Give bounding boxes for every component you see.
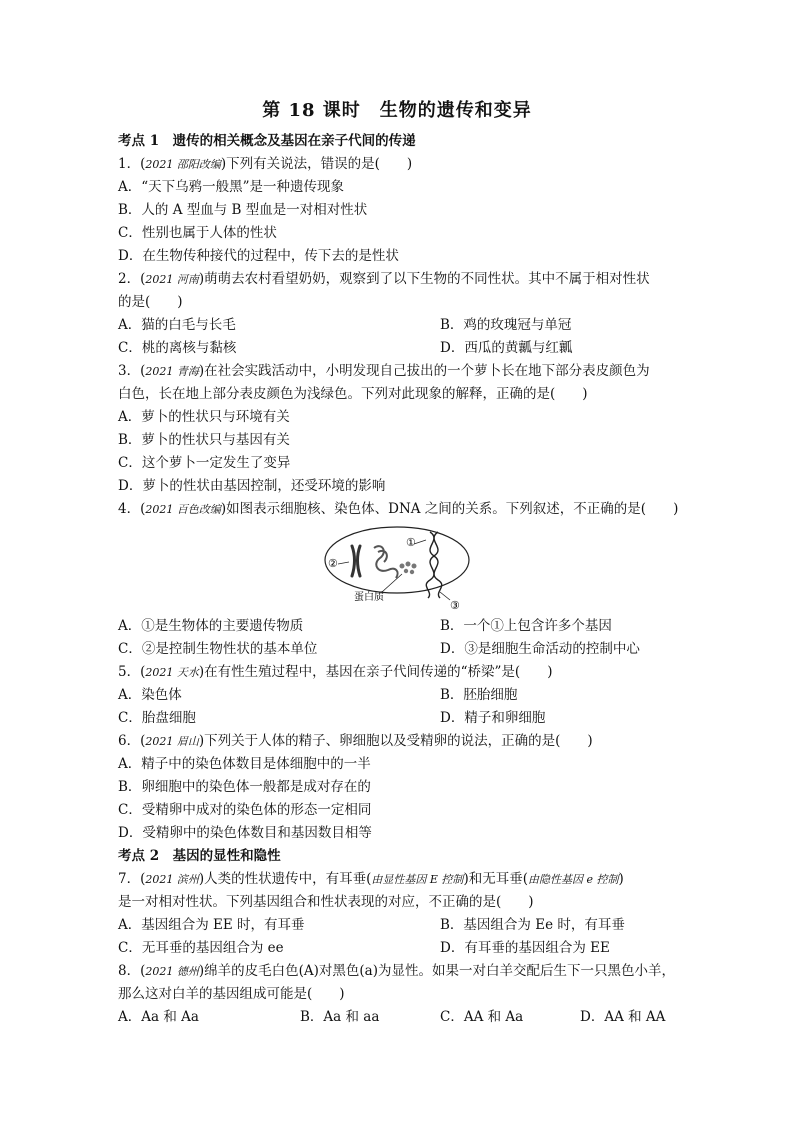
figure-label-protein: 蛋白质: [354, 592, 384, 603]
q8-option-d: D．AA 和 AA: [580, 1009, 666, 1025]
q2-option-a: A．猫的白毛与长毛: [118, 317, 236, 333]
q2-option-d: D．西瓜的黄瓤与红瓤: [440, 340, 573, 356]
question-2-stem: 2．(2021 河南)萌萌去农村看望奶奶，观察到了以下生物的不同性状。其中不属于相对性状: [118, 271, 650, 287]
note-recessive: 由隐性基因 e 控制: [527, 873, 619, 886]
q6-option-c: C．受精卵中成对的染色体的形态一定相同: [118, 802, 372, 818]
q5-option-a: A．染色体: [118, 687, 182, 703]
q3-option-a: A．萝卜的性状只与环境有关: [118, 409, 290, 425]
q5-option-c: C．胎盘细胞: [118, 710, 196, 726]
question-6-stem: 6．(2021 眉山)下列关于人体的精子、卵细胞以及受精卵的说法，正确的是( ): [118, 733, 593, 749]
q8-option-c: C．AA 和 Aa: [440, 1009, 524, 1025]
question-4-stem: 4．(2021 百色改编)如图表示细胞核、染色体、DNA 之间的关系。下列叙述，不正确的是( ): [118, 501, 679, 517]
q3-option-b: B．萝卜的性状只与基因有关: [118, 432, 290, 448]
question-7-stem: 7．(2021 滨州)人类的性状遗传中，有耳垂(由显性基因 E 控制)和无耳垂(由隐性基因 e 控制): [118, 871, 624, 887]
q2-option-b: B．鸡的玫瑰冠与单冠: [440, 317, 572, 333]
question-source: 2021 青海: [145, 365, 199, 378]
q1-option-d: D．在生物传种接代的过程中，传下去的是性状: [118, 248, 399, 264]
q5-option-b: B．胚胎细胞: [440, 687, 518, 703]
q1-option-c: C．性别也属于人体的性状: [118, 225, 277, 241]
note-dominant: 由显性基因 E 控制: [371, 873, 464, 886]
q3-option-d: D．萝卜的性状由基因控制，还受环境的影响: [118, 478, 386, 494]
page-title: 第 18 课时 生物的遗传和变异: [262, 100, 532, 121]
question-3-stem: 3．(2021 青海)在社会实践活动中，小明发现自己拔出的一个萝卜长在地下部分表皮颜色为: [118, 363, 650, 379]
nucleus-outline: [325, 527, 469, 593]
q1-option-a: A．“天下乌鸦一般黑”是一种遗传现象: [118, 179, 345, 195]
section-heading-1: 考点 1 遗传的相关概念及基因在亲子代间的传递: [118, 133, 416, 149]
q8-option-a: A．Aa 和 Aa: [118, 1009, 199, 1025]
q4-option-a: A．①是生物体的主要遗传物质: [118, 618, 304, 634]
q7-option-c: C．无耳垂的基因组合为 ee: [118, 940, 284, 956]
question-source: 2021 河南: [145, 273, 199, 286]
question-8-stem-line2: 那么这对白羊的基因组成可能是( ): [118, 986, 345, 1002]
q7-option-d: D．有耳垂的基因组合为 EE: [440, 940, 610, 956]
figure-label-3: ③: [450, 599, 460, 610]
question-8-stem: 8．(2021 德州)绵羊的皮毛白色(A)对黑色(a)为显性。如果一对白羊交配后生下一只黑色小羊，: [118, 963, 675, 979]
q3-option-c: C．这个萝卜一定发生了变异: [118, 455, 291, 471]
q7-option-a: A．基因组合为 EE 时，有耳垂: [118, 917, 305, 933]
q6-option-b: B．卵细胞中的染色体一般都是成对存在的: [118, 779, 371, 795]
q1-option-b: B．人的 A 型血与 B 型血是一对相对性状: [118, 202, 368, 218]
figure-label-1: ①: [406, 536, 416, 549]
question-source: 2021 眉山: [145, 735, 199, 748]
q4-option-b: B．一个①上包含许多个基因: [440, 618, 612, 634]
q2-option-c: C．桃的离核与黏核: [118, 340, 237, 356]
chromatin-coil-icon: [374, 546, 398, 578]
figure-label-2: ②: [328, 557, 338, 570]
question-7-stem-line2: 是一对相对性状。下列基因组合和性状表现的对应，不正确的是( ): [118, 894, 534, 910]
q5-option-d: D．精子和卵细胞: [440, 710, 546, 726]
question-5-stem: 5．(2021 天水)在有性生殖过程中，基因在亲子代间传递的“桥梁”是( ): [118, 664, 553, 680]
q4-option-c: C．②是控制生物性状的基本单位: [118, 641, 318, 657]
question-source: 2021 天水: [145, 666, 199, 679]
question-2-stem-line2: 的是( ): [118, 294, 183, 310]
protein-beads: [400, 562, 417, 575]
question-source: 2021 德州: [145, 965, 199, 978]
q8-option-b: B．Aa 和 aa: [300, 1009, 380, 1025]
section-heading-2: 考点 2 基因的显性和隐性: [118, 848, 281, 864]
question-source: 2021 百色改编: [145, 503, 221, 516]
question-1-stem: 1．(2021 邵阳改编)下列有关说法，错误的是( ): [118, 156, 413, 172]
question-3-stem-line2: 白色，长在地上部分表皮颜色为浅绿色。下列对此现象的解释，正确的是( ): [118, 386, 588, 402]
q6-option-a: A．精子中的染色体数目是体细胞中的一半: [118, 756, 371, 772]
question-source: 2021 邵阳改编: [145, 158, 221, 171]
question-source: 2021 滨州: [145, 873, 199, 886]
nucleus-chromosome-dna-figure: [322, 522, 472, 610]
chromosome-icon: [352, 546, 360, 576]
q7-option-b: B．基因组合为 Ee 时，有耳垂: [440, 917, 625, 933]
q4-option-d: D．③是细胞生命活动的控制中心: [440, 641, 640, 657]
q6-option-d: D．受精卵中的染色体数目和基因数目相等: [118, 825, 372, 841]
